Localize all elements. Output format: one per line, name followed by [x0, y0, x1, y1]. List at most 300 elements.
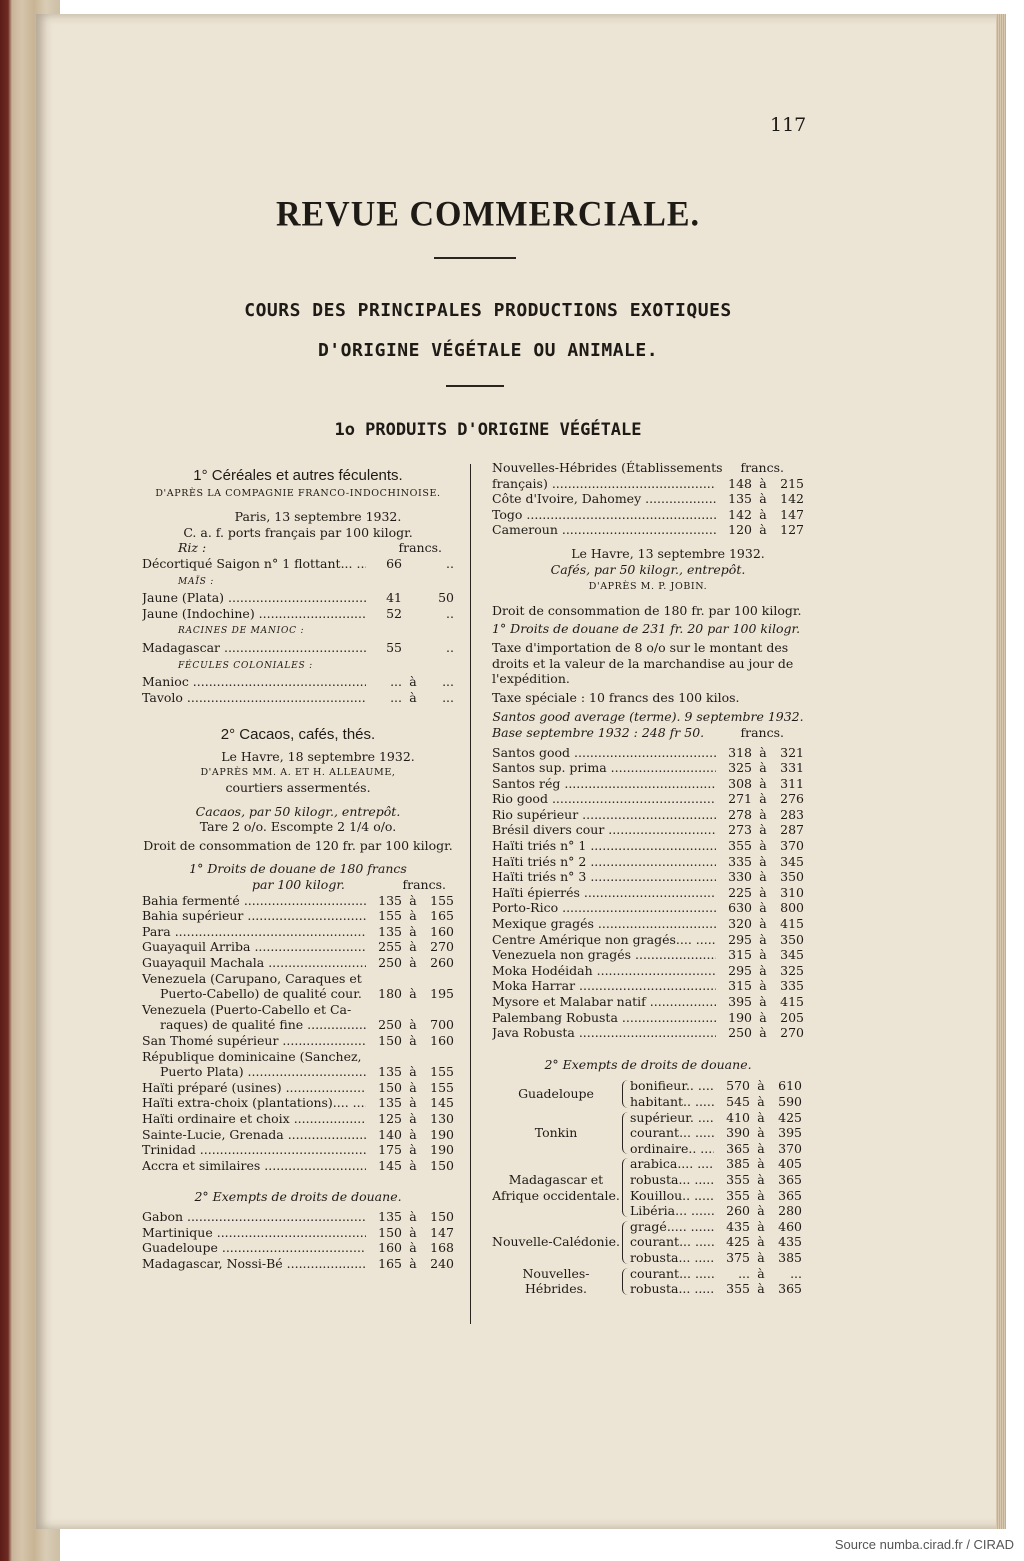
price-high: 147	[430, 1224, 454, 1240]
price-sep: à	[757, 1171, 765, 1187]
product-name: Moka Hodéidah .....	[492, 963, 716, 979]
price-high: 160	[430, 923, 454, 939]
price-row	[142, 1033, 454, 1049]
price-sep: à	[759, 760, 767, 776]
price-sep: à	[759, 506, 767, 522]
price-sep: à	[409, 1224, 417, 1240]
product-name: Haïti triés n° 2 .....	[492, 854, 716, 870]
price-high: 283	[780, 806, 804, 822]
cereals-date: Paris, 13 septembre 1932.	[234, 509, 402, 525]
price-row	[492, 522, 804, 538]
price-low: 135	[728, 491, 752, 507]
price-high: 345	[780, 947, 804, 963]
price-low: 250	[728, 1025, 752, 1041]
price-row	[492, 776, 804, 792]
price-sep: à	[757, 1078, 765, 1094]
cacaos-francs-label: francs.	[402, 877, 446, 893]
price-high: 425	[778, 1109, 802, 1125]
group-brace	[622, 1268, 628, 1295]
price-high: 270	[430, 939, 454, 955]
price-low: 175	[378, 1142, 402, 1158]
price-high: 365	[778, 1187, 802, 1203]
price-sep: à	[759, 853, 767, 869]
price-sep: à	[757, 1281, 765, 1297]
product-name: Trinidad .....	[142, 1142, 366, 1158]
product-name: Moka Harrar .....	[492, 978, 716, 994]
price-row	[492, 807, 804, 823]
price-row	[142, 556, 454, 572]
price-sep: à	[759, 1025, 767, 1041]
price-sep: à	[409, 1126, 417, 1142]
price-row	[142, 1095, 454, 1111]
product-name: Accra et similaires .....	[142, 1158, 366, 1174]
price-row	[492, 978, 804, 994]
price-high: 700	[430, 1017, 454, 1033]
product-name: Palembang Robusta .....	[492, 1010, 716, 1026]
price-high: 145	[430, 1095, 454, 1111]
price-row	[492, 476, 804, 492]
price-high: 335	[780, 978, 804, 994]
price-row	[142, 1158, 454, 1174]
source-credit: Source numba.cirad.fr / CIRAD	[834, 1537, 1014, 1552]
price-high: 190	[430, 1126, 454, 1142]
price-sep: à	[757, 1249, 765, 1265]
grade-name: robusta... .....	[630, 1172, 714, 1188]
product-name: Haïti extra-choix (plantations).... .....	[142, 1095, 366, 1111]
price-high: 365	[778, 1171, 802, 1187]
cacaos-source-1: D'APRÈS MM. A. ET H. ALLEAUME,	[200, 766, 396, 778]
price-sep: à	[759, 1009, 767, 1025]
price-low: 135	[378, 923, 402, 939]
cafes-date: Le Havre, 13 septembre 1932.	[571, 545, 765, 561]
subtitle-line-2: D'ORIGINE VÉGÉTALE OU ANIMALE.	[317, 340, 659, 361]
price-high: 215	[780, 475, 804, 491]
price-row	[142, 590, 454, 606]
cacaos-exempt-heading: 2° Exempts de droits de douane.	[194, 1189, 402, 1205]
price-high: 155	[430, 1064, 454, 1080]
price-low: 318	[728, 744, 752, 760]
grade-name: habitant.. .....	[630, 1094, 714, 1110]
price-low: 320	[728, 916, 752, 932]
price-sep: à	[409, 1064, 417, 1080]
price-row	[492, 869, 804, 885]
price-low: 180	[378, 986, 402, 1002]
price-low: 260	[726, 1203, 750, 1219]
price-high: ..	[446, 605, 454, 621]
price-row	[492, 947, 804, 963]
price-sep: à	[759, 744, 767, 760]
product-name: Centre Amérique non gragés.... .....	[492, 932, 716, 948]
product-name: Haïti triés n° 1 .....	[492, 838, 716, 854]
product-name: Haïti triés n° 3 .....	[492, 869, 716, 885]
price-high: 50	[438, 590, 454, 606]
grade-name: courant... .....	[630, 1266, 714, 1282]
grade-name: Kouillou.. .....	[630, 1188, 714, 1204]
product-name: français) .....	[492, 476, 716, 492]
grade-name: courant... .....	[630, 1234, 714, 1250]
price-high: 460	[778, 1218, 802, 1234]
group-brace	[622, 1080, 628, 1107]
price-high: 610	[778, 1078, 802, 1094]
price-high: 415	[780, 994, 804, 1009]
venezuela-2-line-1: Venezuela (Puerto-Cabello et Ca-	[142, 1001, 352, 1017]
price-sep: à	[757, 1234, 765, 1250]
price-high: 150	[430, 1208, 454, 1224]
cafes-taxe-import: Taxe d'importation de 8 o/o sur le montant des droits et la valeur de la marchandise au jour de l'expédition.	[492, 639, 794, 687]
price-sep: à	[757, 1109, 765, 1125]
price-high: ...	[790, 1265, 802, 1281]
price-row	[492, 994, 804, 1010]
price-high: 150	[430, 1157, 454, 1173]
price-high: 310	[780, 884, 804, 900]
price-high: 165	[430, 908, 454, 924]
product-name: Mexique gragés .....	[492, 916, 716, 932]
price-high: 370	[780, 838, 804, 854]
price-low: ...	[390, 689, 402, 705]
price-sep: à	[409, 986, 417, 1002]
price-row	[142, 1240, 454, 1256]
venezuela-2-row	[142, 1017, 454, 1033]
price-low: 435	[726, 1218, 750, 1234]
column-divider	[470, 464, 471, 1324]
price-low: 278	[728, 806, 752, 822]
product-name: Guayaquil Machala .....	[142, 955, 366, 971]
product-name: Java Robusta .....	[492, 1025, 716, 1041]
product-name: Gabon .....	[142, 1209, 366, 1225]
price-sep: à	[759, 931, 767, 947]
group-brace	[622, 1112, 628, 1155]
price-row	[492, 745, 804, 761]
price-high: 155	[430, 1079, 454, 1095]
group-brace	[622, 1221, 628, 1264]
price-high: 127	[780, 522, 804, 538]
price-sep: à	[757, 1218, 765, 1234]
santos-line-1: Santos good average (terme). 9 septembre 1932.	[492, 709, 804, 725]
price-row	[142, 939, 454, 955]
price-row	[142, 924, 454, 940]
product-name: Bahia supérieur .....	[142, 908, 366, 924]
price-sep: à	[409, 1255, 417, 1271]
price-sep: à	[757, 1203, 765, 1219]
left-column	[142, 460, 454, 1271]
product-name: Sainte-Lucie, Grenada .....	[142, 1127, 366, 1143]
price-high: 240	[430, 1255, 454, 1271]
grade-name: ordinaire.. .....	[630, 1141, 714, 1157]
price-low: 190	[728, 1009, 752, 1025]
price-sep: à	[759, 884, 767, 900]
price-sep: à	[409, 1079, 417, 1095]
cafes-exempt-heading: 2° Exempts de droits de douane.	[544, 1056, 752, 1072]
price-row	[492, 963, 804, 979]
venezuela-1-line-2: Puerto-Cabello) de qualité cour. .....	[142, 986, 366, 1002]
price-sep: à	[409, 1142, 417, 1158]
price-low: 365	[726, 1140, 750, 1156]
product-name: Porto-Rico .....	[492, 900, 716, 916]
cacaos-droit: Droit de consommation de 120 fr. par 100 kilogr.	[143, 837, 453, 853]
price-high: ...	[442, 674, 454, 690]
grade-name: gragé..... .....	[630, 1219, 714, 1235]
price-high: 345	[780, 853, 804, 869]
riz-label: Riz :	[178, 540, 207, 556]
product-name: Haïti préparé (usines) .....	[142, 1080, 366, 1096]
product-name: Santos sup. prima .....	[492, 760, 716, 776]
price-low: 148	[728, 475, 752, 491]
price-row	[492, 1025, 804, 1041]
product-name: Madagascar, Nossi-Bé .....	[142, 1256, 366, 1272]
price-high: 260	[430, 955, 454, 971]
price-high: 195	[430, 986, 454, 1002]
price-row	[492, 932, 804, 948]
price-high: 435	[778, 1234, 802, 1250]
price-row	[492, 822, 804, 838]
cereals-terms: C. a. f. ports français par 100 kilogr.	[183, 524, 413, 540]
price-high: 160	[430, 1033, 454, 1048]
price-low: 41	[386, 590, 402, 606]
price-high: 287	[780, 822, 804, 838]
product-name: Madagascar .....	[142, 640, 366, 656]
price-sep: à	[759, 791, 767, 807]
price-high: 350	[780, 931, 804, 947]
price-high: 415	[780, 916, 804, 932]
price-row	[142, 893, 454, 909]
fecules-label: FÉCULES COLONIALES :	[178, 660, 314, 671]
price-sep: à	[409, 1017, 417, 1033]
price-low: 52	[386, 605, 402, 621]
cafes-taxe-speciale: Taxe spéciale : 10 francs des 100 kilos.	[492, 689, 740, 705]
santos-line-2: Base septembre 1932 : 248 fr 50.	[492, 724, 705, 740]
subtitle-line-1: COURS DES PRINCIPALES PRODUCTIONS EXOTIQUES	[244, 300, 732, 321]
product-name: Venezuela non gragés .....	[492, 947, 716, 963]
price-low: ...	[738, 1265, 750, 1281]
price-high: 370	[778, 1140, 802, 1156]
price-row	[142, 640, 454, 656]
price-high: 205	[780, 1009, 804, 1025]
repdom-line-1: République dominicaine (Sanchez,	[142, 1048, 362, 1064]
price-row	[492, 900, 804, 916]
price-sep: à	[409, 908, 417, 924]
price-high: 385	[778, 1249, 802, 1265]
price-low: 355	[728, 838, 752, 854]
price-sep: à	[757, 1156, 765, 1172]
price-row	[492, 854, 804, 870]
price-sep: à	[759, 822, 767, 838]
price-low: 410	[726, 1109, 750, 1125]
group-region: Nouvelle-Calédonie.	[492, 1234, 620, 1250]
price-row	[492, 885, 804, 901]
price-high: 405	[778, 1156, 802, 1172]
price-low: 330	[728, 869, 752, 885]
grade-name: Libéria... .....	[630, 1203, 714, 1219]
price-row	[492, 760, 804, 776]
price-low: 150	[378, 1224, 402, 1240]
francs-label: francs.	[398, 540, 442, 556]
mais-label: MAÏS :	[178, 576, 215, 587]
grade-name: bonifieur.. .....	[630, 1078, 714, 1094]
price-row	[142, 955, 454, 971]
product-name: Bahia fermenté .....	[142, 893, 366, 909]
product-name: Santos good .....	[492, 745, 716, 761]
price-low: 325	[728, 760, 752, 776]
price-row	[142, 1225, 454, 1241]
price-high: 311	[780, 775, 804, 791]
price-sep: à	[409, 939, 417, 955]
price-high: 350	[780, 869, 804, 885]
price-high: 590	[778, 1093, 802, 1109]
price-high: 276	[780, 791, 804, 807]
price-sep: à	[759, 775, 767, 791]
price-row	[492, 838, 804, 854]
cafes-terms: Cafés, par 50 kilogr., entrepôt.	[550, 561, 746, 577]
grade-name: courant... .....	[630, 1125, 714, 1141]
price-row	[492, 1010, 804, 1026]
price-low: 142	[728, 506, 752, 522]
product-name: Rio supérieur .....	[492, 807, 716, 823]
price-low: 165	[378, 1255, 402, 1271]
price-low: 335	[728, 853, 752, 869]
price-row	[492, 916, 804, 932]
price-sep: à	[759, 869, 767, 885]
cacaos-duty-heading-2: par 100 kilogr.	[252, 877, 345, 893]
price-sep: à	[409, 1095, 417, 1111]
product-name: Brésil divers cour .....	[492, 822, 716, 838]
price-high: 800	[780, 900, 804, 916]
price-low: 630	[728, 900, 752, 916]
subtitle-rule	[446, 385, 504, 387]
price-row	[142, 606, 454, 622]
group-region: Guadeloupe	[518, 1086, 594, 1102]
price-sep: à	[409, 1157, 417, 1173]
price-high: 155	[430, 892, 454, 908]
price-low: 135	[378, 1208, 402, 1224]
price-low: 355	[726, 1171, 750, 1187]
price-high: 395	[778, 1125, 802, 1141]
price-sep: à	[759, 900, 767, 916]
price-low: 295	[728, 931, 752, 947]
price-row	[142, 1142, 454, 1158]
price-sep: à	[759, 806, 767, 822]
product-name: Décortiqué Saigon n° 1 flottant... .....	[142, 556, 366, 572]
product-name: Jaune (Indochine) .....	[142, 606, 366, 622]
product-name: Haïti épierrés .....	[492, 885, 716, 901]
price-low: 273	[728, 822, 752, 838]
price-high: 280	[778, 1203, 802, 1219]
price-low: 355	[726, 1187, 750, 1203]
price-low: 255	[378, 939, 402, 955]
price-high: 168	[430, 1240, 454, 1256]
price-high: ..	[446, 555, 454, 571]
right-francs-label: francs.	[740, 460, 784, 475]
group-region: Madagascar et Afrique occidentale.	[492, 1171, 620, 1203]
price-row	[492, 491, 804, 507]
price-low: 55	[386, 639, 402, 655]
price-sep: à	[757, 1093, 765, 1109]
price-sep: à	[759, 994, 767, 1009]
price-low: 295	[728, 962, 752, 978]
price-sep: à	[757, 1265, 765, 1281]
product-name: San Thomé supérieur .....	[142, 1033, 366, 1049]
cereals-heading: 1° Céréales et autres féculents.	[193, 467, 403, 484]
nh-line-1: Nouvelles-Hébrides (Établissements	[492, 460, 723, 475]
product-name: Tavolo .....	[142, 690, 366, 706]
price-sep: à	[759, 491, 767, 507]
repdom-line-2: Puerto Plata) .....	[142, 1064, 366, 1080]
price-sep: à	[759, 475, 767, 491]
cacaos-date: Le Havre, 18 septembre 1932.	[221, 748, 415, 764]
group-region: Nouvelles-Hébrides.	[522, 1265, 590, 1297]
price-row	[142, 1127, 454, 1143]
product-name: Santos rég .....	[492, 776, 716, 792]
product-name: Guayaquil Arriba .....	[142, 939, 366, 955]
product-name: Haïti ordinaire et choix .....	[142, 1111, 366, 1127]
price-low: 160	[378, 1240, 402, 1256]
right-column	[492, 460, 804, 1297]
price-sep: à	[409, 955, 417, 971]
price-low: 250	[378, 1017, 402, 1033]
venezuela-1-row	[142, 986, 454, 1002]
price-high: 365	[778, 1281, 802, 1297]
price-sep: à	[409, 892, 417, 908]
price-sep: à	[409, 1208, 417, 1224]
price-low: 425	[726, 1234, 750, 1250]
product-name: Manioc .....	[142, 674, 366, 690]
price-sep: à	[759, 916, 767, 932]
cacaos-tare: Tare 2 o/o. Escompte 2 1/4 o/o.	[199, 819, 397, 835]
price-sep: à	[757, 1125, 765, 1141]
grade-name: robusta... .....	[630, 1250, 714, 1266]
price-sep: à	[759, 962, 767, 978]
price-sep: à	[409, 1240, 417, 1256]
price-low: 225	[728, 884, 752, 900]
price-low: 390	[726, 1125, 750, 1141]
product-name: Côte d'Ivoire, Dahomey .....	[492, 491, 716, 507]
price-low: 570	[726, 1078, 750, 1094]
price-sep: à	[409, 1110, 417, 1126]
price-sep: à	[757, 1187, 765, 1203]
price-high: ...	[442, 689, 454, 705]
cacaos-heading: 2° Cacaos, cafés, thés.	[220, 726, 376, 744]
price-sep: à	[409, 1033, 417, 1048]
product-name: Mysore et Malabar natif .....	[492, 994, 716, 1010]
price-row	[142, 1256, 454, 1272]
price-high: 325	[780, 962, 804, 978]
price-row	[142, 1209, 454, 1225]
product-name: Rio good .....	[492, 791, 716, 807]
venezuela-2-line-2: raques) de qualité fine .....	[142, 1017, 366, 1033]
price-row	[142, 690, 454, 706]
cafes-droit: Droit de consommation de 180 fr. par 100 kilogr.	[492, 602, 802, 618]
price-low: 140	[378, 1126, 402, 1142]
price-high: 270	[780, 1025, 804, 1041]
price-high: 130	[430, 1110, 454, 1126]
cacaos-terms: Cacaos, par 50 kilogr., entrepôt.	[195, 803, 401, 819]
product-name: Togo .....	[492, 507, 716, 523]
exempt-groups	[492, 1078, 804, 1296]
price-row	[142, 908, 454, 924]
price-low: ...	[390, 674, 402, 690]
price-low: 150	[378, 1033, 402, 1048]
price-row	[492, 507, 804, 523]
price-row	[492, 791, 804, 807]
price-low: 271	[728, 791, 752, 807]
cereals-source: D'APRÈS LA COMPAGNIE FRANCO-INDOCHINOISE.	[155, 487, 441, 499]
price-sep: à	[759, 522, 767, 538]
price-low: 66	[386, 555, 402, 571]
page-edge	[996, 14, 1006, 1529]
price-sep: à	[409, 689, 417, 705]
price-low: 315	[728, 947, 752, 963]
price-low: 135	[378, 1064, 402, 1080]
price-low: 125	[378, 1110, 402, 1126]
